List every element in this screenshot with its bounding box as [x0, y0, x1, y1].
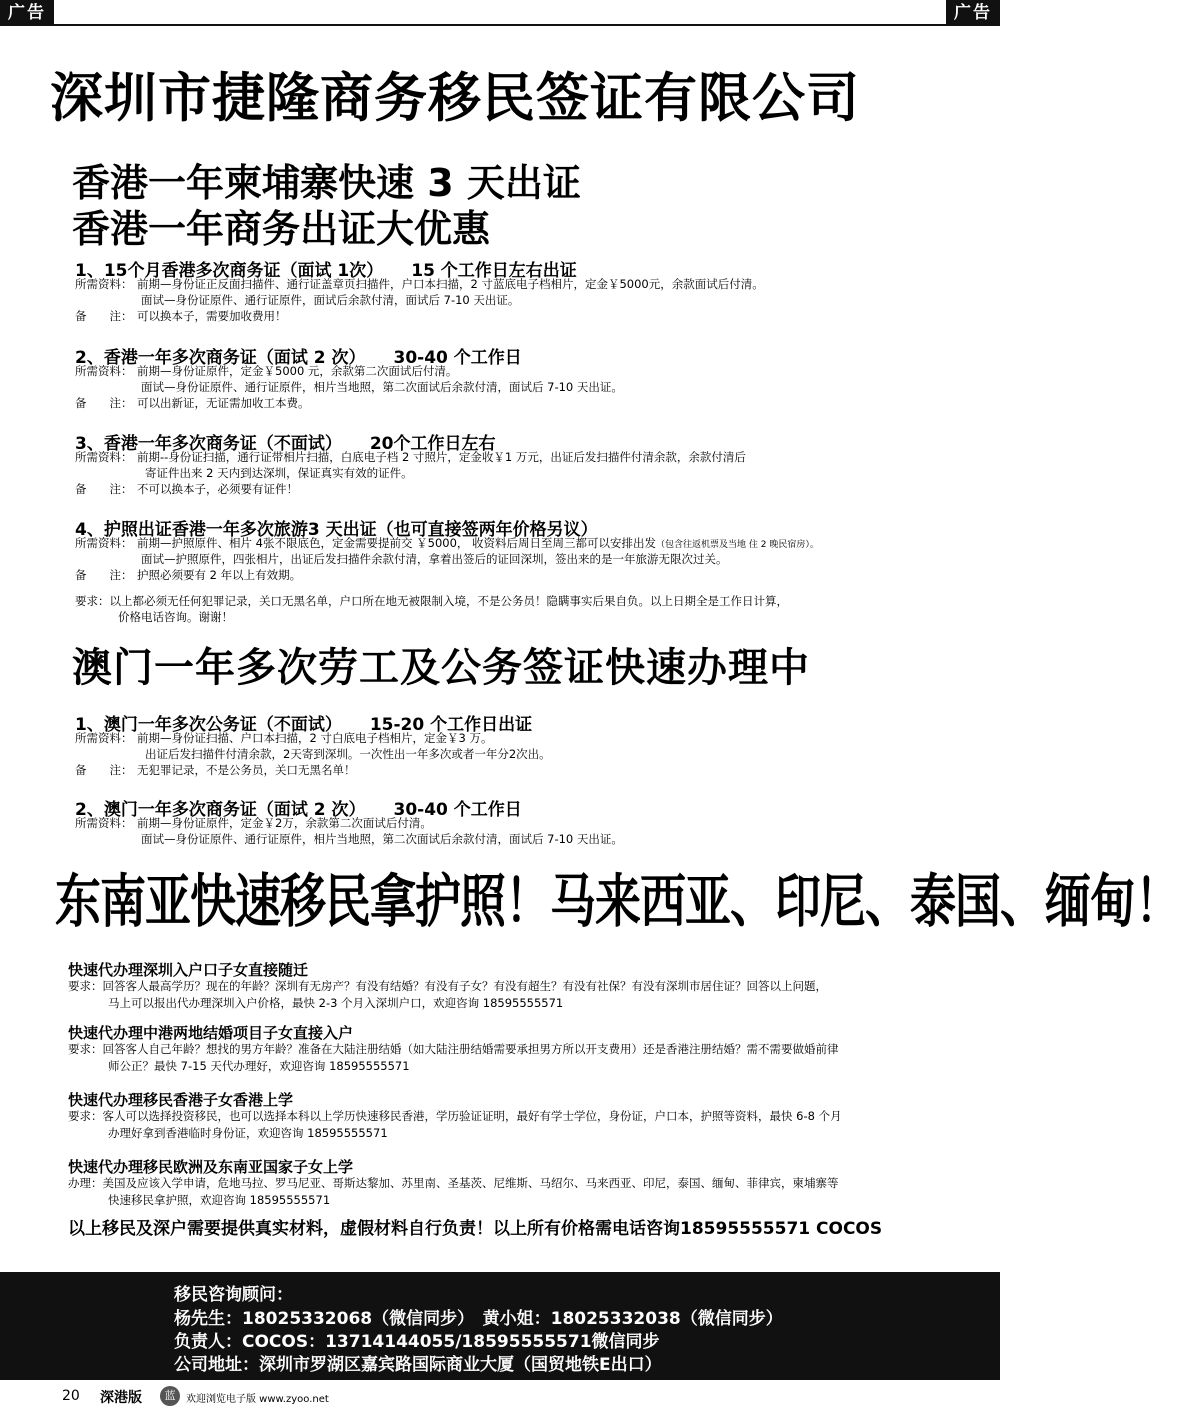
- item-line: 所需资料： 前期—身份证正反面扫描件、通行证盖章页扫描件，户口本扫描，2 寸蓝底电子档相片，定金￥5000元，余款面试后付清。: [75, 277, 764, 291]
- service-title: 快速代办理移民欧洲及东南亚国家子女上学: [68, 1158, 354, 1176]
- macau-heading: 澳门一年多次劳工及公务签证快速办理中: [72, 645, 810, 691]
- item-line: 出证后发扫描件付清余款，2天寄到深圳。一次性出一年多次或者一年分2次出。: [145, 747, 551, 761]
- company-name: 深圳市捷隆商务移民签证有限公司: [50, 68, 860, 129]
- item-title: 2、香港一年多次商务证（面试 2 次） 30-40 个工作日: [75, 348, 522, 368]
- page-number: 20: [62, 1388, 80, 1404]
- service-title: 快速代办理移民香港子女香港上学: [68, 1091, 294, 1109]
- website-text: 欢迎浏览电子版 www.zyoo.net: [186, 1394, 329, 1405]
- ad-tag-right: 广告: [946, 0, 1000, 26]
- item-note: 备 注： 不可以换本子，必须要有证件！: [75, 482, 298, 496]
- publisher-logo-icon: 蓝: [160, 1386, 180, 1406]
- service-line: 要求：回答客人自己年龄？想找的男方年龄？准备在大陆注册结婚（如大陆注册结婚需要承担男方所以开支费用）还是香港注册结婚？需不需要做婚前律: [68, 1042, 839, 1056]
- contact-title: 移民咨询顾问：: [174, 1285, 293, 1305]
- ad-tag-left: 广告: [0, 0, 54, 26]
- item-line: 面试—身份证原件、通行证原件，相片当地照，第二次面试后余款付清，面试后 7-10 天出证。: [141, 832, 623, 846]
- item-line: 面试—身份证原件、通行证原件，相片当地照，第二次面试后余款付清，面试后 7-10 天出证。: [141, 380, 623, 394]
- service-line: 办理好拿到香港临时身份证，欢迎咨询 18595555571: [108, 1126, 388, 1140]
- service-line: 要求：客人可以选择投资移民，也可以选择本科以上学历快速移民香港，学历验证证明，最好有学士学位，身份证，户口本，护照等资料，最快 6-8 个月: [68, 1109, 842, 1123]
- item-title: 4、护照出证香港一年多次旅游3 天出证（也可直接签两年价格另议）: [75, 520, 598, 540]
- disclaimer: 以上移民及深户需要提供真实材料，虚假材料自行负责！以上所有价格需电话咨询18595555571 COCOS: [68, 1219, 883, 1239]
- item-note: 备 注： 护照必须要有 2 年以上有效期。: [75, 568, 302, 582]
- service-line: 要求：回答客人最高学历？现在的年龄？深圳有无房产？有没有结婚？有没有子女？有没有超生？有没有社保？有没有深圳市居住证？回答以上问题，: [68, 979, 827, 993]
- item-line: 寄证件出来 2 天内到达深圳，保证真实有效的证件。: [145, 466, 413, 480]
- service-title: 快速代办理中港两地结婚项目子女直接入户: [68, 1024, 354, 1042]
- item-title: 3、香港一年多次商务证（不面试） 20个工作日左右: [75, 434, 496, 454]
- item-note: 备 注： 可以出新证，无证需加收工本费。: [75, 396, 310, 410]
- headline-2: 香港一年商务出证大优惠: [72, 207, 491, 251]
- item-line: 面试—身份证原件、通行证原件，面试后余款付清，面试后 7-10 天出证。: [141, 293, 520, 307]
- headline-1: 香港一年柬埔寨快速 3 天出证: [72, 161, 581, 205]
- requirement-line-2: 价格电话咨询。谢谢！: [118, 610, 233, 624]
- contact-line-1: 杨先生：18025332068（微信同步） 黄小姐：18025332038（微信同步）: [174, 1309, 783, 1329]
- sea-heading: 东南亚快速移民拿护照！马来西亚、印尼、泰国、缅甸！: [55, 867, 1180, 935]
- page-footer: [0, 1386, 1000, 1410]
- item-title: 2、澳门一年多次商务证（面试 2 次） 30-40 个工作日: [75, 800, 522, 820]
- item-line: 面试—护照原件，四张相片，出证后发扫描件余款付清，拿着出签后的证回深圳，签出来的是一年旅游无限次过关。: [141, 552, 728, 566]
- item-line: 所需资料： 前期--身份证扫描，通行证带相片扫描，白底电子档 2 寸照片，定金收￥1 万元，出证后发扫描件付清余款，余款付清后: [75, 450, 746, 464]
- contact-bar: [0, 1272, 1000, 1380]
- service-line: 师公正？最快 7-15 天代办理好，欢迎咨询 18595555571: [108, 1059, 410, 1073]
- edition-label: 深港版: [100, 1390, 142, 1406]
- requirement-line-1: 要求：以上都必须无任何犯罪记录，关口无黑名单，户口所在地无被限制入境，不是公务员！隐瞒事实后果自负。以上日期全是工作日计算，: [75, 594, 788, 608]
- service-line: 办理：美国及应该入学申请，危地马拉、罗马尼亚、哥斯达黎加、苏里南、圣基茨、尼维斯、马绍尔、马来西亚、印尼，泰国、缅甸、菲律宾，柬埔寨等: [68, 1176, 839, 1190]
- item-note: 备 注： 无犯罪记录，不是公务员，关口无黑名单！: [75, 763, 356, 777]
- item-title: 1、15个月香港多次商务证（面试 1次） 15 个工作日左右出证: [75, 261, 577, 281]
- contact-line-2: 负责人：COCOS：13714144055/18595555571微信同步: [174, 1332, 660, 1352]
- service-line: 快速移民拿护照，欢迎咨询 18595555571: [108, 1193, 331, 1207]
- item-line: 所需资料： 前期—护照原件、相片 4张不限底色，定金需要提前交 ￥5000， 收资料后周日至周三都可以安排出发（包含往返机票及当地 住 2 晚民宿房）。: [75, 536, 819, 550]
- item-line: 所需资料： 前期—身份证原件，定金￥5000 元，余款第二次面试后付清。: [75, 364, 458, 378]
- service-line: 马上可以报出代办理深圳入户价格，最快 2-3 个月入深圳户口，欢迎咨询 18595555571: [108, 996, 564, 1010]
- service-title: 快速代办理深圳入户口子女直接随迁: [68, 961, 309, 979]
- item-line: 所需资料： 前期—身份证原件，定金￥2万，余款第二次面试后付清。: [75, 816, 432, 830]
- item-note: 备 注： 可以换本子，需要加收费用！: [75, 309, 287, 323]
- top-divider: [0, 24, 1000, 26]
- item-title: 1、澳门一年多次公务证（不面试） 15-20 个工作日出证: [75, 715, 533, 735]
- contact-address: 公司地址：深圳市罗湖区嘉宾路国际商业大厦（国贸地铁E出口）: [174, 1355, 662, 1375]
- item-line: 所需资料： 前期—身份证扫描、户口本扫描，2 寸白底电子档相片，定金￥3 万。: [75, 731, 493, 745]
